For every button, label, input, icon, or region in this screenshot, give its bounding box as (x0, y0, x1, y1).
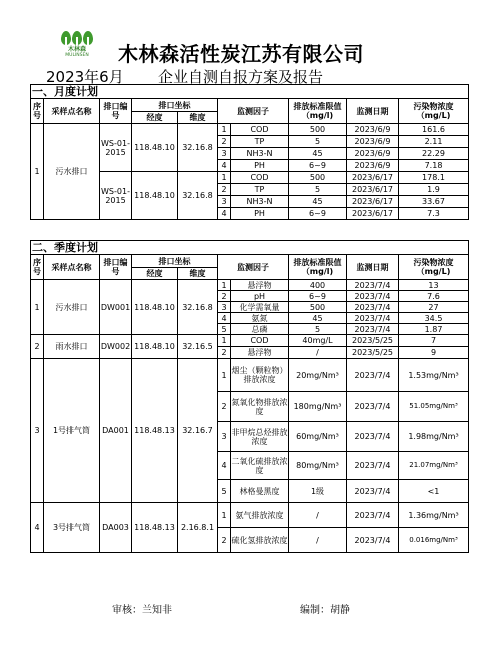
col-lng: 经度 (132, 268, 178, 280)
row-index: 2 (218, 291, 231, 302)
row-index: 4 (218, 160, 231, 172)
compiler-name: 胡静 (330, 605, 350, 616)
date-cell: 2023/7/4 (347, 452, 399, 480)
outlet-lng: 118.48.13 (132, 503, 178, 553)
col-outlet-name: 采样点名称 (44, 255, 100, 280)
row-index: 1 (218, 503, 231, 528)
factor-cell: 悬浮物 (231, 347, 289, 359)
date-cell: 2023/7/4 (347, 392, 399, 422)
factor-cell: PH (231, 160, 289, 172)
col-date: 监测日期 (347, 99, 399, 124)
limit-cell: 6~9 (289, 160, 347, 172)
outlet-lat: 32.16.8 (178, 124, 218, 172)
factor-cell: COD (231, 124, 289, 136)
leaf-logo-icon (52, 31, 102, 45)
outlet-no: DW002 (100, 335, 132, 359)
conc-cell: 34.5 (399, 313, 469, 324)
quarterly-section-title: 二、季度计划 (31, 241, 469, 255)
date-cell: 2023/6/9 (347, 136, 399, 148)
limit-cell: 500 (289, 124, 347, 136)
monthly-seq: 1 (31, 124, 44, 220)
col-coords: 排口坐标 (132, 255, 218, 268)
conc-cell: 2.11 (399, 136, 469, 148)
row-index: 5 (218, 324, 231, 335)
factor-cell: NH3-N (231, 196, 289, 208)
row-index: 2 (218, 184, 231, 196)
row-index: 5 (218, 480, 231, 503)
outlet-no: WS-01-2015 (100, 172, 132, 220)
row-index: 3 (218, 196, 231, 208)
col-factor: 监测因子 (218, 255, 289, 280)
monthly-outlet-name: 污水排口 (44, 124, 100, 220)
date-cell: 2023/6/17 (347, 208, 399, 220)
factor-cell: COD (231, 172, 289, 184)
outlet-seq: 1 (31, 280, 44, 335)
reviewer-label: 审核： (112, 605, 142, 616)
limit-cell: 500 (289, 172, 347, 184)
col-date: 监测日期 (347, 255, 399, 280)
outlet-lat: 32.16.8 (178, 172, 218, 220)
factor-cell: 化学需氧量 (231, 302, 289, 313)
date-cell: 2023/7/4 (347, 302, 399, 313)
conc-cell: <1 (399, 480, 469, 503)
conc-cell: 161.6 (399, 124, 469, 136)
limit-cell: 1级 (289, 480, 347, 503)
outlet-lng: 118.48.10 (132, 172, 178, 220)
outlet-no: WS-01-2015 (100, 124, 132, 172)
outlet-seq: 3 (31, 359, 44, 503)
limit-cell: 180mg/Nm³ (289, 392, 347, 422)
limit-cell: 45 (289, 148, 347, 160)
row-index: 3 (218, 302, 231, 313)
conc-cell: 21.07mg/Nm³ (399, 452, 469, 480)
conc-cell: 27 (399, 302, 469, 313)
outlet-seq: 4 (31, 503, 44, 553)
factor-cell: COD (231, 335, 289, 347)
conc-cell: 7.18 (399, 160, 469, 172)
factor-cell: 总磷 (231, 324, 289, 335)
outlet-lng: 118.48.10 (132, 335, 178, 359)
date-cell: 2023/5/25 (347, 347, 399, 359)
limit-cell: 5 (289, 324, 347, 335)
limit-cell: 45 (289, 313, 347, 324)
row-index: 1 (218, 172, 231, 184)
monthly-section-title: 一、月度计划 (31, 85, 469, 99)
col-seq: 序号 (31, 99, 44, 124)
row-index: 3 (218, 148, 231, 160)
outlet-name: 污水排口 (44, 280, 100, 335)
monthly-plan-table (30, 84, 469, 220)
factor-cell: 硫化氢排放浓度 (231, 528, 289, 553)
factor-cell: 二氧化硫排放浓度 (231, 452, 289, 480)
table-row (31, 124, 469, 136)
outlet-name: 3号排气筒 (44, 503, 100, 553)
date-cell: 2023/7/4 (347, 528, 399, 553)
date-cell: 2023/5/25 (347, 335, 399, 347)
date-cell: 2023/6/9 (347, 160, 399, 172)
col-outlet-no: 排口编号 (100, 255, 132, 280)
quarterly-plan-table (30, 240, 469, 553)
col-factor: 监测因子 (218, 99, 289, 124)
report-title: 企业自测自报方案及报告 (158, 68, 324, 86)
conc-cell: 33.67 (399, 196, 469, 208)
col-limit: 排放标准限值（mg/l) (289, 99, 347, 124)
col-seq: 序号 (31, 255, 44, 280)
outlet-lat: 32.16.7 (178, 359, 218, 503)
limit-cell: 40mg/L (289, 335, 347, 347)
col-outlet-name: 采样点名称 (44, 99, 100, 124)
date-cell: 2023/6/9 (347, 124, 399, 136)
outlet-lng: 118.48.13 (132, 359, 178, 503)
limit-cell: 6~9 (289, 208, 347, 220)
conc-cell: 9 (399, 347, 469, 359)
col-lat: 维度 (178, 112, 218, 124)
col-lng: 经度 (132, 112, 178, 124)
conc-cell: 1.53mg/Nm³ (399, 359, 469, 392)
factor-cell: pH (231, 291, 289, 302)
limit-cell: 45 (289, 196, 347, 208)
limit-cell: 80mg/Nm³ (289, 452, 347, 480)
outlet-no: DA003 (100, 503, 132, 553)
outlet-no: DW001 (100, 280, 132, 335)
conc-cell: 13 (399, 280, 469, 291)
row-index: 4 (218, 208, 231, 220)
col-outlet-no: 排口编号 (100, 99, 132, 124)
conc-cell: 0.016mg/Nm³ (399, 528, 469, 553)
conc-cell: 7.3 (399, 208, 469, 220)
factor-cell: PH (231, 208, 289, 220)
date-cell: 2023/7/4 (347, 422, 399, 452)
col-lat: 维度 (178, 268, 218, 280)
date-cell: 2023/6/17 (347, 172, 399, 184)
factor-cell: 非甲烷总烃排放浓度 (231, 422, 289, 452)
table-row (31, 335, 469, 347)
factor-cell: 氨气排放浓度 (231, 503, 289, 528)
row-index: 1 (218, 280, 231, 291)
outlet-name: 雨水排口 (44, 335, 100, 359)
limit-cell: 5 (289, 136, 347, 148)
factor-cell: 氮氧化物排放浓度 (231, 392, 289, 422)
factor-cell: TP (231, 136, 289, 148)
date-cell: 2023/7/4 (347, 324, 399, 335)
date-cell: 2023/7/4 (347, 359, 399, 392)
conc-cell: 7.6 (399, 291, 469, 302)
table-row (31, 503, 469, 528)
row-index: 1 (218, 124, 231, 136)
row-index: 1 (218, 359, 231, 392)
row-index: 2 (218, 347, 231, 359)
outlet-name: 1号排气筒 (44, 359, 100, 503)
date-cell: 2023/6/17 (347, 196, 399, 208)
col-limit: 排放标准限值（mg/l) (289, 255, 347, 280)
outlet-lat: 32.16.5 (178, 335, 218, 359)
compiler-line (300, 601, 350, 616)
table-row (31, 280, 469, 291)
report-month: 2023年6月 (46, 68, 124, 86)
col-coords: 排口坐标 (132, 99, 218, 112)
factor-cell: TP (231, 184, 289, 196)
limit-cell: / (289, 503, 347, 528)
factor-cell: NH3-N (231, 148, 289, 160)
row-index: 2 (218, 392, 231, 422)
outlet-lat: 2.16.8.1 (178, 503, 218, 553)
reviewer-name: 兰知非 (142, 605, 172, 616)
conc-cell: 7 (399, 335, 469, 347)
company-name: 木林森活性炭江苏有限公司 (118, 42, 364, 66)
reviewer-line (112, 601, 172, 616)
outlet-lng: 118.48.10 (132, 124, 178, 172)
date-cell: 2023/7/4 (347, 503, 399, 528)
conc-cell: 22.29 (399, 148, 469, 160)
outlet-lat: 32.16.8 (178, 280, 218, 335)
company-logo (52, 31, 102, 67)
row-index: 2 (218, 528, 231, 553)
conc-cell: 51.05mg/Nm³ (399, 392, 469, 422)
outlet-lng: 118.48.10 (132, 280, 178, 335)
row-index: 2 (218, 136, 231, 148)
factor-cell: 氨氮 (231, 313, 289, 324)
conc-cell: 178.1 (399, 172, 469, 184)
conc-cell: 1.9 (399, 184, 469, 196)
date-cell: 2023/7/4 (347, 280, 399, 291)
limit-cell: 5 (289, 184, 347, 196)
limit-cell: / (289, 347, 347, 359)
date-cell: 2023/7/4 (347, 480, 399, 503)
factor-cell: 林格曼黑度 (231, 480, 289, 503)
factor-cell: 悬浮物 (231, 280, 289, 291)
limit-cell: 20mg/Nm³ (289, 359, 347, 392)
date-cell: 2023/7/4 (347, 291, 399, 302)
table-row (31, 359, 469, 392)
conc-cell: 1.98mg/Nm³ (399, 422, 469, 452)
row-index: 3 (218, 422, 231, 452)
row-index: 4 (218, 452, 231, 480)
outlet-no: DA001 (100, 359, 132, 503)
conc-cell: 1.87 (399, 324, 469, 335)
row-index: 4 (218, 313, 231, 324)
factor-cell: 烟尘（颗粒物）排放浓度 (231, 359, 289, 392)
limit-cell: 6~9 (289, 291, 347, 302)
col-conc: 污染物浓度（mg/L) (399, 255, 469, 280)
date-cell: 2023/6/17 (347, 184, 399, 196)
logo-cn-text: 木林森 (67, 46, 86, 53)
limit-cell: / (289, 528, 347, 553)
limit-cell: 500 (289, 302, 347, 313)
limit-cell: 400 (289, 280, 347, 291)
conc-cell: 1.36mg/Nm³ (399, 503, 469, 528)
row-index: 1 (218, 335, 231, 347)
limit-cell: 60mg/Nm³ (289, 422, 347, 452)
col-conc: 污染物浓度（mg/L) (399, 99, 469, 124)
date-cell: 2023/6/9 (347, 148, 399, 160)
logo-en-text: MULINSEN (65, 53, 89, 58)
outlet-seq: 2 (31, 335, 44, 359)
date-cell: 2023/7/4 (347, 313, 399, 324)
compiler-label: 编制： (300, 605, 330, 616)
